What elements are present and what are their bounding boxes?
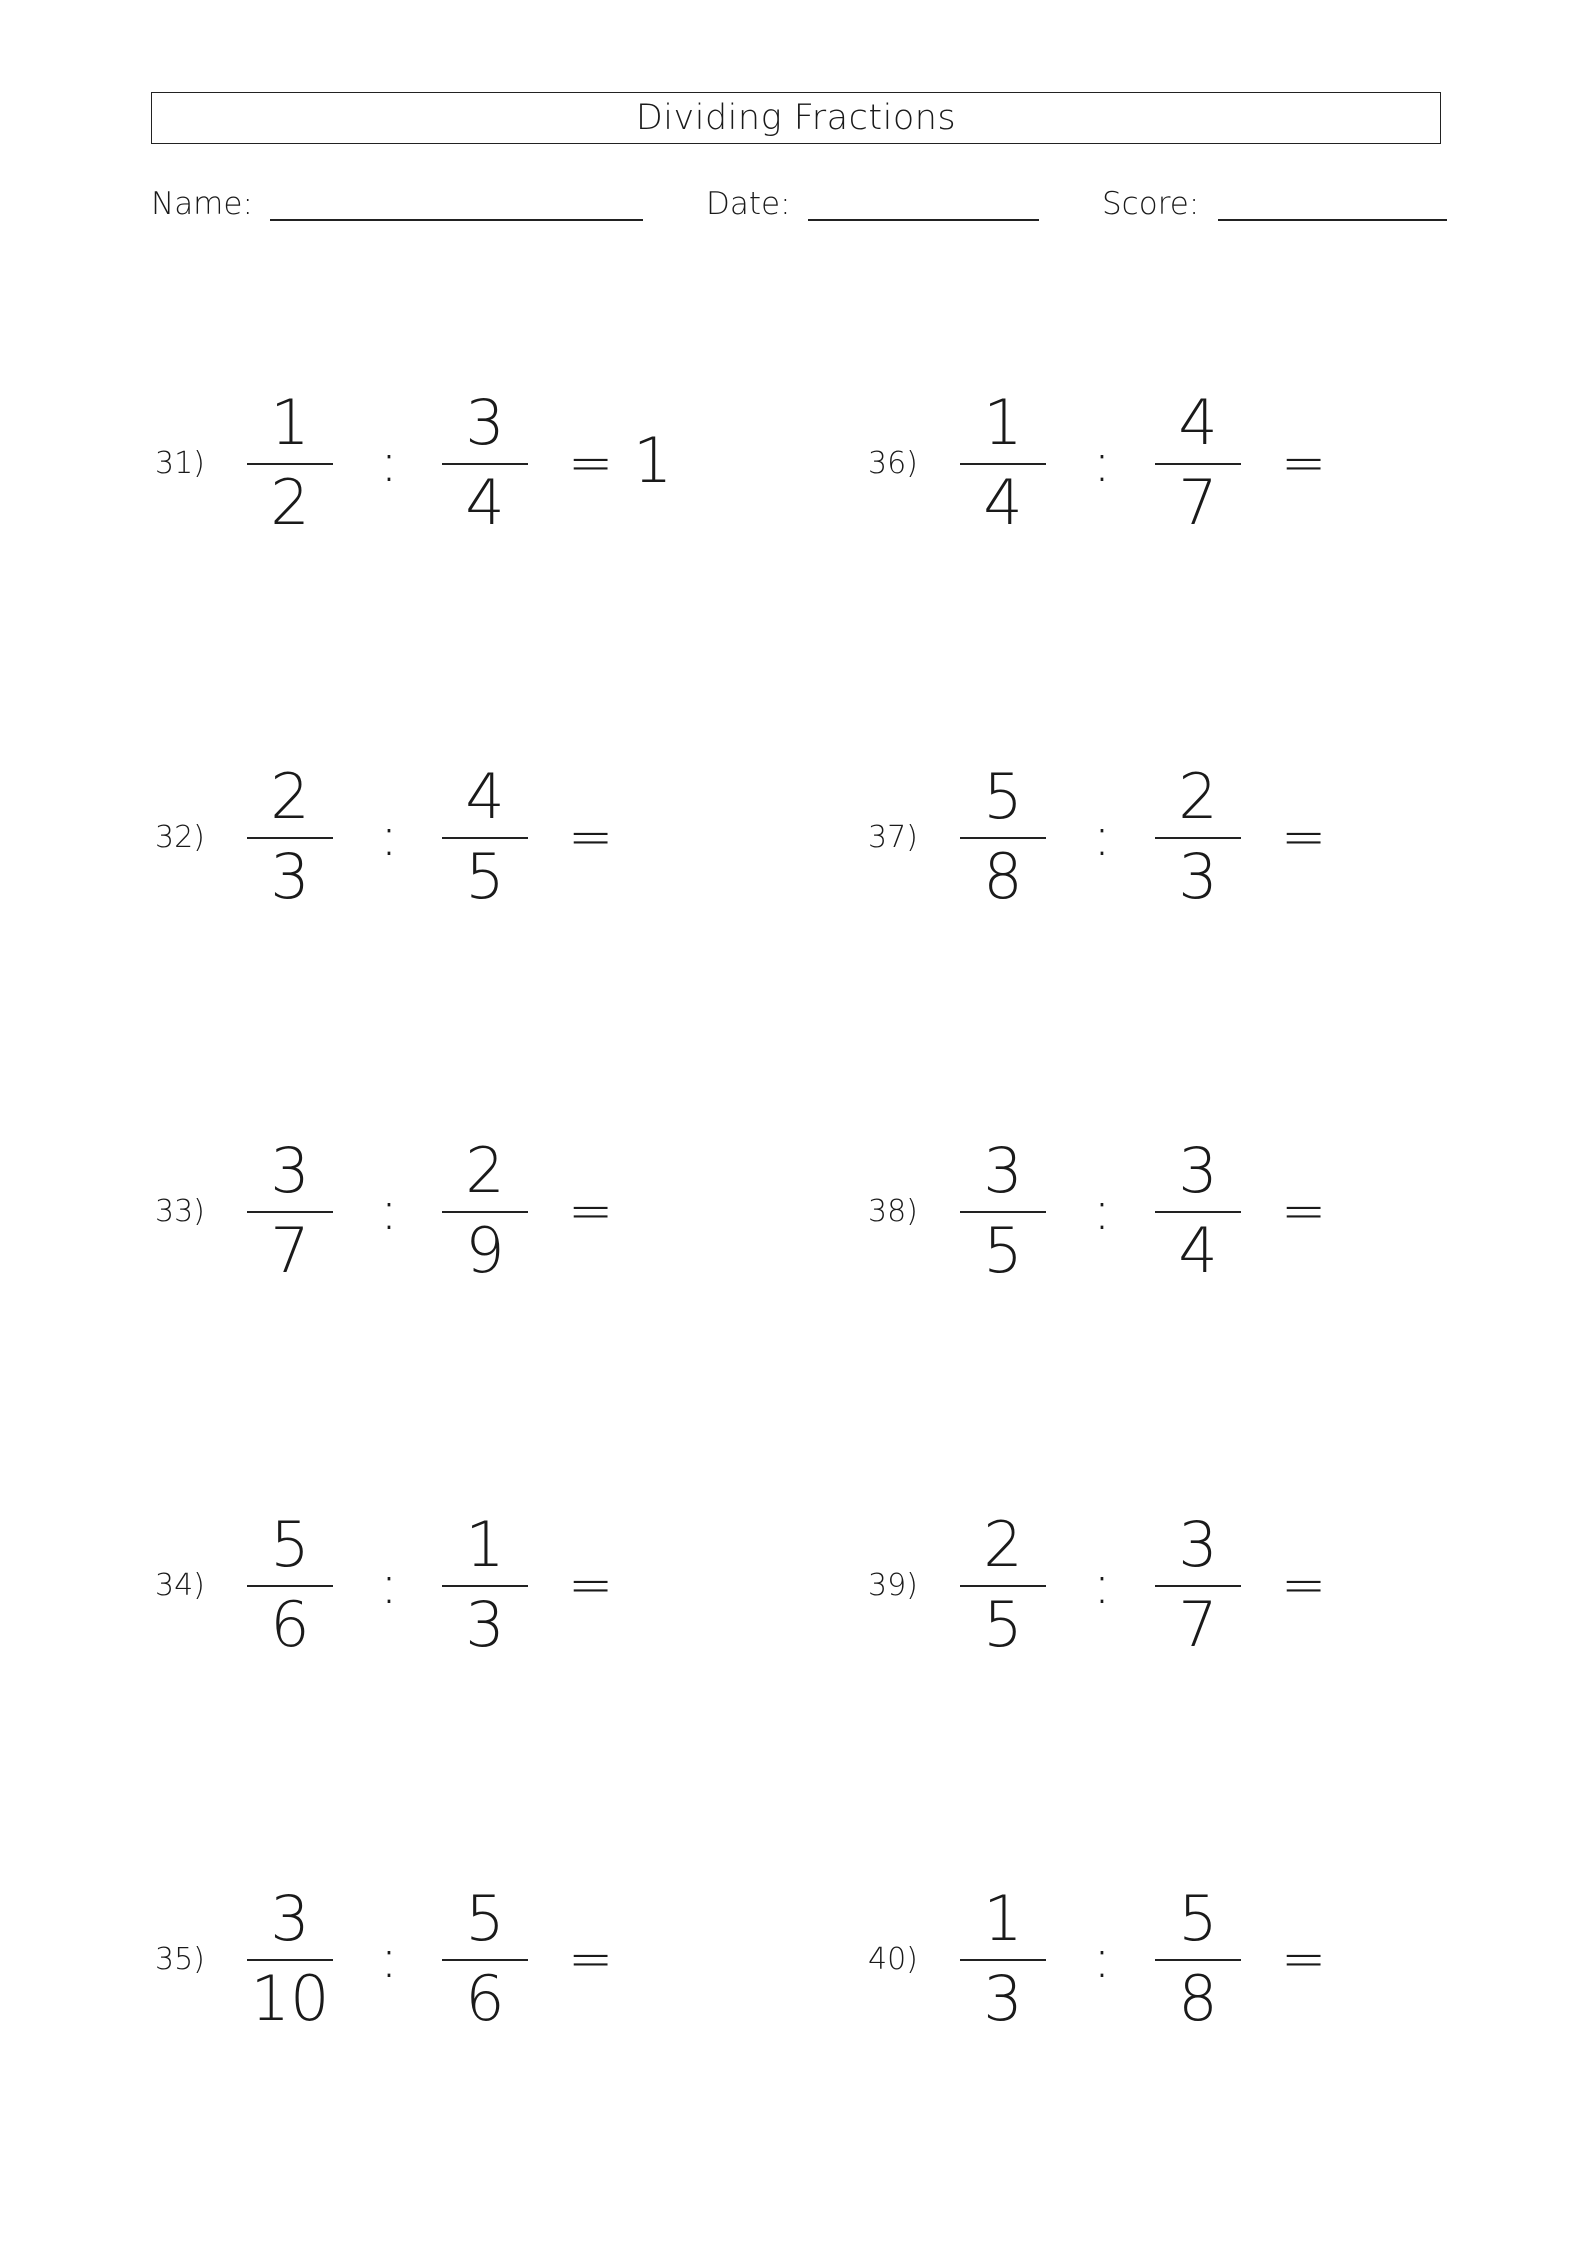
- problem-number: 31): [155, 446, 205, 481]
- problem: [868, 1136, 1468, 1286]
- worksheet-title: Dividing Fractions: [151, 92, 1441, 144]
- division-sign: :: [379, 805, 399, 868]
- dividend-fraction: [245, 1136, 335, 1286]
- fraction-bar: [960, 1959, 1046, 1961]
- problem: [868, 1884, 1468, 2034]
- numerator: 3: [270, 1882, 310, 1955]
- score-field[interactable]: [1218, 219, 1447, 221]
- fraction-bar: [1155, 837, 1241, 839]
- dividend-fraction: [958, 388, 1048, 538]
- problem-number: 39): [868, 1568, 918, 1603]
- fraction-bar: [1155, 1585, 1241, 1587]
- numerator: 1: [983, 386, 1023, 459]
- denominator: 4: [465, 466, 505, 539]
- problem: [155, 1510, 755, 1660]
- dividend-fraction: [245, 1884, 335, 2034]
- fraction-bar: [1155, 1211, 1241, 1213]
- fraction-bar: [442, 837, 528, 839]
- denominator: 3: [1178, 840, 1218, 913]
- problem: [868, 762, 1468, 912]
- division-sign: :: [1092, 431, 1112, 494]
- denominator: 7: [270, 1214, 310, 1287]
- numerator: 2: [983, 1508, 1023, 1581]
- denominator: 4: [1178, 1214, 1218, 1287]
- divisor-fraction: [1153, 388, 1243, 538]
- denominator: 5: [983, 1214, 1023, 1287]
- numerator: 1: [983, 1882, 1023, 1955]
- fraction-bar: [247, 1211, 333, 1213]
- fraction-bar: [1155, 1959, 1241, 1961]
- fraction-bar: [442, 1959, 528, 1961]
- numerator: 3: [1178, 1508, 1218, 1581]
- fraction-bar: [442, 463, 528, 465]
- numerator: 1: [270, 386, 310, 459]
- name-field[interactable]: [270, 219, 643, 221]
- dividend-fraction: [958, 1884, 1048, 2034]
- division-sign: :: [379, 1927, 399, 1990]
- numerator: 3: [270, 1134, 310, 1207]
- numerator: 2: [270, 760, 310, 833]
- numerator: 1: [465, 1508, 505, 1581]
- fraction-bar: [1155, 463, 1241, 465]
- problem-number: 33): [155, 1194, 205, 1229]
- numerator: 2: [465, 1134, 505, 1207]
- numerator: 5: [465, 1882, 505, 1955]
- fraction-bar: [960, 1585, 1046, 1587]
- divisor-fraction: [1153, 762, 1243, 912]
- problem-number: 37): [868, 820, 918, 855]
- problem-number: 38): [868, 1194, 918, 1229]
- denominator: 7: [1178, 466, 1218, 539]
- equals-sign: =: [1281, 1553, 1327, 1616]
- problem: [868, 388, 1468, 538]
- dividend-fraction: [245, 388, 335, 538]
- fraction-bar: [960, 837, 1046, 839]
- fraction-bar: [247, 1585, 333, 1587]
- denominator: 3: [270, 840, 310, 913]
- problem-number: 35): [155, 1942, 205, 1977]
- fraction-bar: [960, 463, 1046, 465]
- denominator: 7: [1178, 1588, 1218, 1661]
- problem: [155, 762, 755, 912]
- divisor-fraction: [440, 762, 530, 912]
- division-sign: :: [379, 1179, 399, 1242]
- equals-sign: =: [1281, 1927, 1327, 1990]
- dividend-fraction: [958, 1136, 1048, 1286]
- numerator: 3: [1178, 1134, 1218, 1207]
- problem: [868, 1510, 1468, 1660]
- fraction-bar: [960, 1211, 1046, 1213]
- problem: [155, 388, 755, 538]
- division-sign: :: [1092, 1179, 1112, 1242]
- denominator: 5: [465, 840, 505, 913]
- problem-number: 34): [155, 1568, 205, 1603]
- divisor-fraction: [440, 388, 530, 538]
- date-field[interactable]: [808, 219, 1039, 221]
- equals-sign: =: [568, 1179, 614, 1242]
- denominator: 10: [250, 1962, 330, 2035]
- numerator: 4: [1178, 386, 1218, 459]
- numerator: 5: [983, 760, 1023, 833]
- numerator: 2: [1178, 760, 1218, 833]
- equals-sign: =: [568, 431, 614, 494]
- numerator: 5: [270, 1508, 310, 1581]
- dividend-fraction: [245, 1510, 335, 1660]
- denominator: 8: [1178, 1962, 1218, 2035]
- divisor-fraction: [440, 1510, 530, 1660]
- denominator: 3: [465, 1588, 505, 1661]
- denominator: 4: [983, 466, 1023, 539]
- date-label: Date:: [706, 186, 791, 222]
- division-sign: :: [1092, 1553, 1112, 1616]
- division-sign: :: [379, 1553, 399, 1616]
- denominator: 3: [983, 1962, 1023, 2035]
- fraction-bar: [442, 1585, 528, 1587]
- denominator: 6: [465, 1962, 505, 2035]
- dividend-fraction: [958, 1510, 1048, 1660]
- division-sign: :: [1092, 1927, 1112, 1990]
- equals-sign: =: [1281, 1179, 1327, 1242]
- answer-field[interactable]: 1: [633, 424, 673, 497]
- denominator: 8: [983, 840, 1023, 913]
- numerator: 5: [1178, 1882, 1218, 1955]
- denominator: 2: [270, 466, 310, 539]
- denominator: 5: [983, 1588, 1023, 1661]
- problem: [155, 1884, 755, 2034]
- numerator: 4: [465, 760, 505, 833]
- equals-sign: =: [568, 1553, 614, 1616]
- dividend-fraction: [245, 762, 335, 912]
- denominator: 9: [465, 1214, 505, 1287]
- divisor-fraction: [1153, 1510, 1243, 1660]
- divisor-fraction: [1153, 1136, 1243, 1286]
- fraction-bar: [442, 1211, 528, 1213]
- divisor-fraction: [1153, 1884, 1243, 2034]
- problem-number: 36): [868, 446, 918, 481]
- division-sign: :: [1092, 805, 1112, 868]
- equals-sign: =: [568, 1927, 614, 1990]
- numerator: 3: [983, 1134, 1023, 1207]
- divisor-fraction: [440, 1136, 530, 1286]
- division-sign: :: [379, 431, 399, 494]
- name-label: Name:: [151, 186, 253, 222]
- divisor-fraction: [440, 1884, 530, 2034]
- equals-sign: =: [1281, 805, 1327, 868]
- problem-number: 40): [868, 1942, 918, 1977]
- denominator: 6: [270, 1588, 310, 1661]
- fraction-bar: [247, 463, 333, 465]
- equals-sign: =: [1281, 431, 1327, 494]
- problem: [155, 1136, 755, 1286]
- fraction-bar: [247, 1959, 333, 1961]
- fraction-bar: [247, 837, 333, 839]
- score-label: Score:: [1102, 186, 1200, 222]
- dividend-fraction: [958, 762, 1048, 912]
- equals-sign: =: [568, 805, 614, 868]
- problem-number: 32): [155, 820, 205, 855]
- numerator: 3: [465, 386, 505, 459]
